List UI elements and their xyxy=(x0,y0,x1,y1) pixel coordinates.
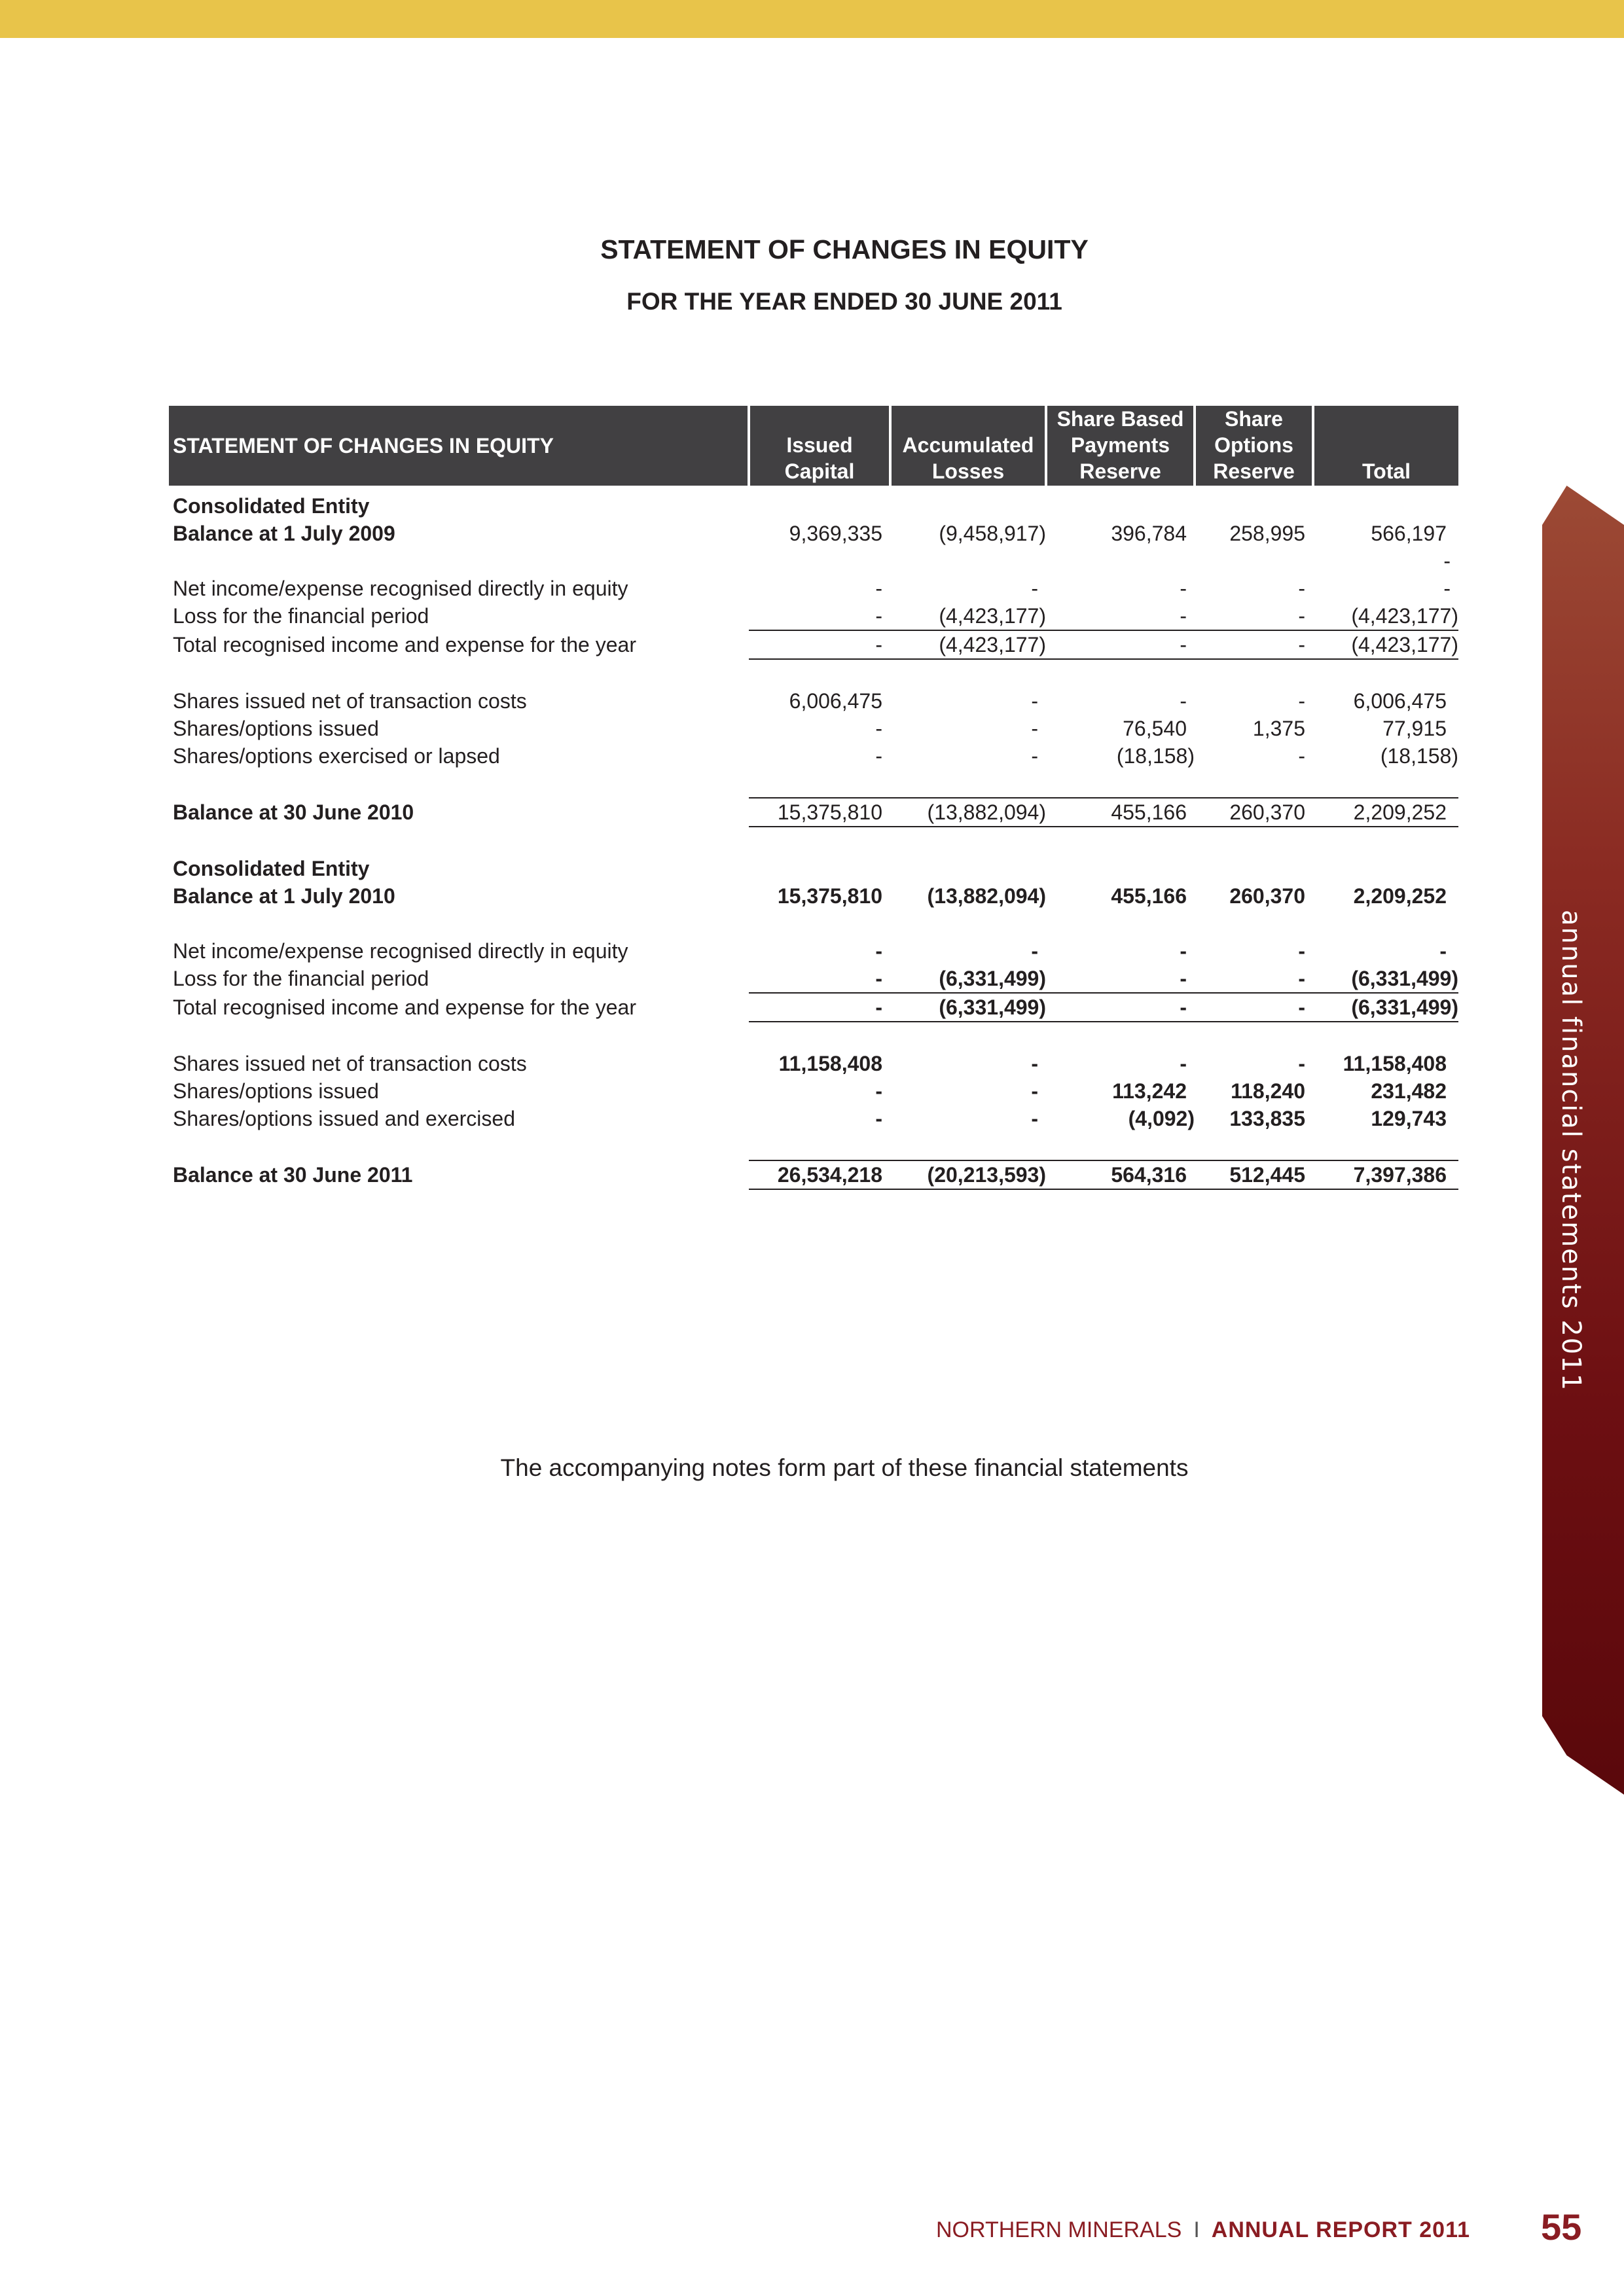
cell-total: - xyxy=(1443,576,1451,600)
cell-share-based-payments: 564,316 xyxy=(1046,1160,1195,1189)
table-row xyxy=(169,937,1458,965)
cell-share-based-payments: 76,540 xyxy=(1123,716,1187,740)
cell xyxy=(1046,855,1195,882)
table-row xyxy=(169,798,1458,827)
table-row xyxy=(169,1077,1458,1105)
row-label: Consolidated Entity xyxy=(173,856,370,880)
header-line: Share Based xyxy=(1056,407,1184,431)
cell-share-options: - xyxy=(1298,744,1305,768)
header-line: Options xyxy=(1214,433,1293,457)
cell-share-options: - xyxy=(1195,630,1313,659)
cell-accumulated-losses: - xyxy=(1031,939,1038,963)
table-row xyxy=(169,1105,1458,1132)
row-label: Shares/options issued xyxy=(173,1079,379,1103)
header-line: Capital xyxy=(784,459,855,483)
header-line: Payments xyxy=(1070,433,1170,457)
row-label: Shares/options exercised or lapsed xyxy=(173,744,500,768)
cell-share-based-payments: - xyxy=(1046,965,1195,993)
footer-report-title: ANNUAL REPORT 2011 xyxy=(1211,2217,1471,2242)
header-line: Share xyxy=(1225,407,1283,431)
row-label: Balance at 30 June 2011 xyxy=(173,1162,413,1187)
cell-accumulated-losses: (13,882,094) xyxy=(927,884,1046,908)
row-label: Consolidated Entity xyxy=(173,493,370,518)
cell xyxy=(890,855,1046,882)
table-row xyxy=(169,993,1458,1022)
page-subtitle: FOR THE YEAR ENDED 30 JUNE 2011 xyxy=(626,288,1062,315)
cell-share-based-payments: 455,166 xyxy=(1046,798,1195,827)
top-color-band xyxy=(0,0,1624,38)
cell-accumulated-losses: - xyxy=(1031,1106,1038,1130)
cell-issued-capital: 15,375,810 xyxy=(777,884,882,908)
table-row xyxy=(169,486,1458,520)
header-label: STATEMENT OF CHANGES IN EQUITY xyxy=(169,406,749,486)
cell-issued-capital: - xyxy=(749,630,890,659)
cell-share-options: - xyxy=(1195,993,1313,1022)
header-line: Total xyxy=(1362,459,1411,483)
cell-issued-capital: - xyxy=(875,576,882,600)
spacer-cell xyxy=(169,1022,1458,1050)
spacer-cell xyxy=(169,1132,1458,1160)
cell xyxy=(1195,486,1313,520)
cell-accumulated-losses: (4,423,177) xyxy=(890,602,1046,630)
cell-issued-capital: - xyxy=(875,939,882,963)
cell-share-options: 512,445 xyxy=(1195,1160,1313,1189)
row-label: Total recognised income and expense for the year xyxy=(173,995,636,1019)
cell-share-options: - xyxy=(1298,576,1305,600)
cell-total: (6,331,499) xyxy=(1313,993,1458,1022)
cell xyxy=(1195,855,1313,882)
footer-brand xyxy=(936,2217,1470,2243)
cell-accumulated-losses: (9,458,917) xyxy=(939,521,1046,545)
cell-total: 129,743 xyxy=(1371,1106,1447,1130)
table-header-row xyxy=(169,406,1458,486)
spacer-row xyxy=(169,659,1458,687)
cell xyxy=(1313,486,1458,520)
cell-accumulated-losses: (4,423,177) xyxy=(890,630,1046,659)
cell xyxy=(749,486,890,520)
cell-accumulated-losses xyxy=(890,547,1046,575)
cell-total: 6,006,475 xyxy=(1353,689,1447,713)
spacer-row xyxy=(169,827,1458,855)
cell-total: 2,209,252 xyxy=(1313,798,1458,827)
cell-accumulated-losses: - xyxy=(1031,744,1038,768)
cell-share-based-payments: - xyxy=(1046,602,1195,630)
spacer-row xyxy=(169,770,1458,798)
header-line: Losses xyxy=(931,459,1005,483)
footer-separator: I xyxy=(1193,2217,1200,2242)
table-row xyxy=(169,547,1458,575)
page-title: STATEMENT OF CHANGES IN EQUITY xyxy=(600,234,1089,264)
cell-total: 11,158,408 xyxy=(1343,1051,1447,1075)
cell xyxy=(749,855,890,882)
header-share-based-payments-reserve xyxy=(1046,406,1195,486)
spacer-row xyxy=(169,910,1458,937)
spacer-cell xyxy=(169,910,1458,937)
spacer-cell xyxy=(169,659,1458,687)
spacer-row xyxy=(169,1132,1458,1160)
row-label: Balance at 1 July 2010 xyxy=(173,884,395,908)
cell-share-options: 258,995 xyxy=(1229,521,1305,545)
cell-issued-capital: 6,006,475 xyxy=(789,689,882,713)
cell-total: - xyxy=(1439,939,1447,963)
cell xyxy=(1313,855,1458,882)
cell-issued-capital: 11,158,408 xyxy=(778,1051,882,1075)
cell-accumulated-losses: - xyxy=(1031,1051,1038,1075)
cell-accumulated-losses: (20,213,593) xyxy=(890,1160,1046,1189)
cell xyxy=(890,486,1046,520)
cell-share-based-payments: - xyxy=(1180,939,1187,963)
header-share-options-reserve xyxy=(1195,406,1313,486)
cell-share-based-payments: 113,242 xyxy=(1112,1079,1187,1103)
row-label: Shares issued net of transaction costs xyxy=(173,689,527,713)
cell-total: 566,197 xyxy=(1371,521,1447,545)
spacer-row xyxy=(169,1022,1458,1050)
cell-total: 77,915 xyxy=(1382,716,1447,740)
header-line: Reserve xyxy=(1079,459,1161,483)
row-label: Loss for the financial period xyxy=(173,604,429,628)
row-label xyxy=(169,547,749,575)
row-label: Shares issued net of transaction costs xyxy=(173,1051,527,1075)
table-row xyxy=(169,855,1458,882)
row-label: Shares/options issued xyxy=(173,716,379,740)
cell-issued-capital: - xyxy=(749,993,890,1022)
spacer-cell xyxy=(169,770,1458,798)
table-row xyxy=(169,520,1458,547)
cell-share-options: - xyxy=(1195,965,1313,993)
cell-share-based-payments: (18,158) xyxy=(1116,744,1195,768)
cell-share-based-payments xyxy=(1046,547,1195,575)
cell-share-based-payments: 455,166 xyxy=(1111,884,1187,908)
table-row xyxy=(169,965,1458,993)
table-row xyxy=(169,602,1458,630)
table-row xyxy=(169,630,1458,659)
header-issued-capital xyxy=(749,406,890,486)
header-total xyxy=(1313,406,1458,486)
cell-share-based-payments: - xyxy=(1180,689,1187,713)
table-row xyxy=(169,1050,1458,1077)
cell-share-options: 260,370 xyxy=(1229,884,1305,908)
table-row xyxy=(169,882,1458,910)
cell-share-options: 133,835 xyxy=(1229,1106,1305,1130)
equity-table xyxy=(169,406,1458,1190)
cell-total: 231,482 xyxy=(1371,1079,1447,1103)
cell-issued-capital: - xyxy=(875,716,882,740)
cell-share-options: - xyxy=(1298,689,1305,713)
cell-accumulated-losses: (13,882,094) xyxy=(890,798,1046,827)
row-label: Shares/options issued and exercised xyxy=(173,1106,515,1130)
cell-issued-capital: 9,369,335 xyxy=(789,521,882,545)
cell-issued-capital: - xyxy=(749,602,890,630)
cell-accumulated-losses: (6,331,499) xyxy=(890,965,1046,993)
cell-issued-capital: 15,375,810 xyxy=(749,798,890,827)
cell xyxy=(1046,486,1195,520)
cell-issued-capital: - xyxy=(749,965,890,993)
cell-share-based-payments: - xyxy=(1180,1051,1187,1075)
row-label: Loss for the financial period xyxy=(173,967,429,990)
cell-share-options: 260,370 xyxy=(1195,798,1313,827)
cell-share-based-payments: - xyxy=(1180,576,1187,600)
page-number: 55 xyxy=(1541,2206,1582,2248)
side-tab-label: annual financial statements 2011 xyxy=(1556,910,1586,1392)
cell-accumulated-losses: - xyxy=(1031,716,1038,740)
table-row xyxy=(169,715,1458,742)
cell-total: (6,331,499) xyxy=(1313,965,1458,993)
cell-accumulated-losses: - xyxy=(1031,1079,1038,1103)
cell-total: (18,158) xyxy=(1380,744,1458,768)
cell-accumulated-losses: (6,331,499) xyxy=(890,993,1046,1022)
cell-share-options: - xyxy=(1298,939,1305,963)
table-row xyxy=(169,575,1458,602)
row-label: Balance at 1 July 2009 xyxy=(173,521,395,545)
table-row xyxy=(169,742,1458,770)
header-accumulated-losses xyxy=(890,406,1046,486)
cell-accumulated-losses: - xyxy=(1031,689,1038,713)
cell-share-based-payments: - xyxy=(1046,993,1195,1022)
footer-company: NORTHERN MINERALS xyxy=(936,2217,1182,2242)
row-label: Net income/expense recognised directly in equity xyxy=(173,939,628,963)
cell-total: - xyxy=(1443,548,1451,573)
header-line: Reserve xyxy=(1213,459,1295,483)
cell-share-based-payments: (4,092) xyxy=(1128,1106,1195,1130)
cell-share-options: - xyxy=(1195,602,1313,630)
cell-share-options: 118,240 xyxy=(1231,1079,1305,1103)
cell-accumulated-losses: - xyxy=(1031,576,1038,600)
cell-issued-capital: - xyxy=(875,744,882,768)
table-row xyxy=(169,1160,1458,1189)
cell-share-options xyxy=(1195,547,1313,575)
header-line: Issued xyxy=(786,433,853,457)
row-label: Balance at 30 June 2010 xyxy=(173,800,414,824)
cell-issued-capital: - xyxy=(875,1079,882,1103)
cell-total: 7,397,386 xyxy=(1313,1160,1458,1189)
spacer-cell xyxy=(169,827,1458,855)
table-row xyxy=(169,687,1458,715)
cell-issued-capital: - xyxy=(875,1106,882,1130)
cell-total: (4,423,177) xyxy=(1313,602,1458,630)
row-label: Total recognised income and expense for the year xyxy=(173,632,636,656)
cell-total: (4,423,177) xyxy=(1313,630,1458,659)
cell-share-based-payments: - xyxy=(1046,630,1195,659)
header-line: Accumulated xyxy=(902,433,1034,457)
cell-total: 2,209,252 xyxy=(1353,884,1447,908)
cell-share-based-payments: 396,784 xyxy=(1111,521,1187,545)
cell-issued-capital: 26,534,218 xyxy=(749,1160,890,1189)
cell-share-options: 1,375 xyxy=(1252,716,1305,740)
row-label: Net income/expense recognised directly in equity xyxy=(173,576,628,600)
cell-issued-capital xyxy=(749,547,890,575)
cell-share-options: - xyxy=(1298,1051,1305,1075)
footer-note: The accompanying notes form part of these financial statements xyxy=(500,1454,1189,1481)
